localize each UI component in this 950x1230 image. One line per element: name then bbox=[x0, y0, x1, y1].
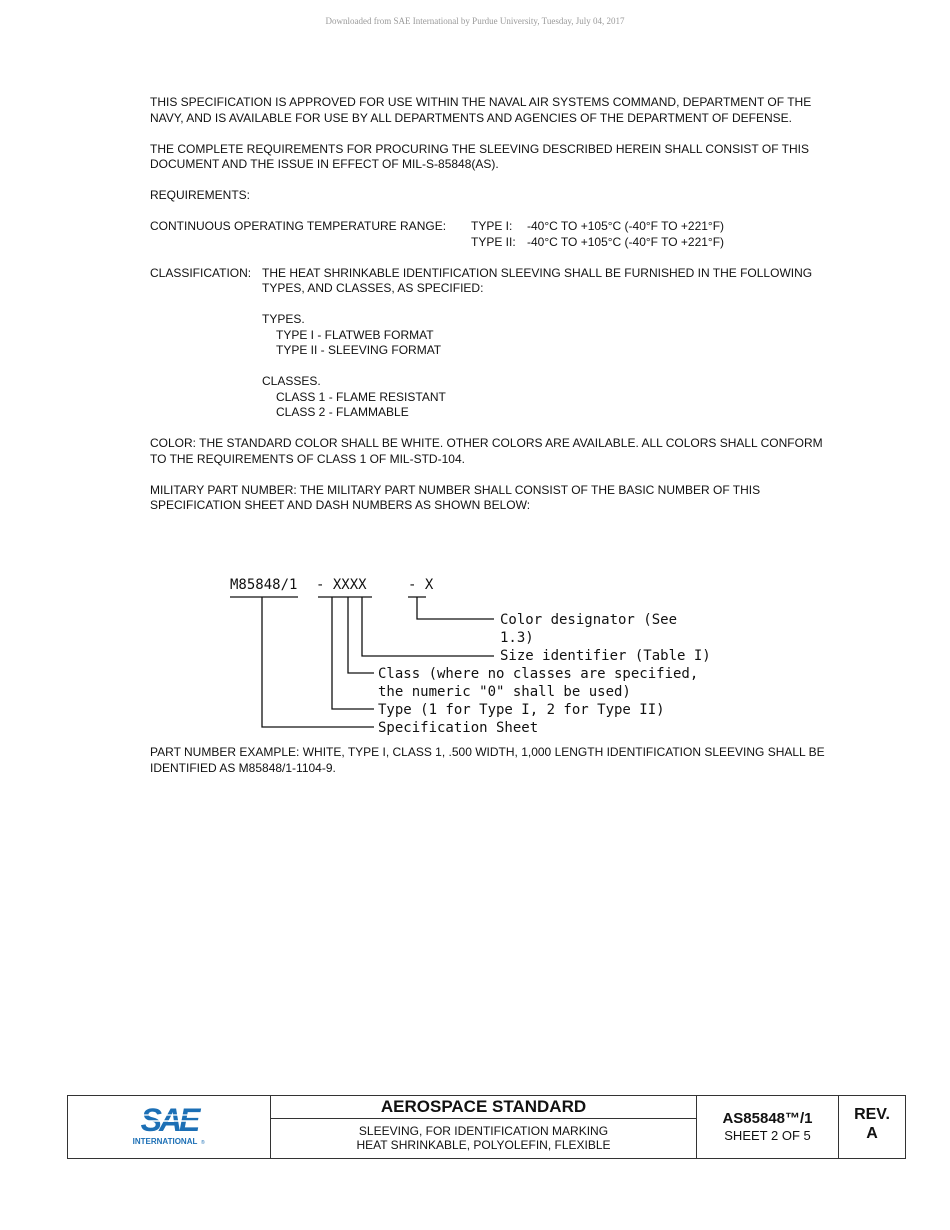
temperature-type: TYPE I: bbox=[471, 219, 513, 233]
callout-color-line1: Color designator (See bbox=[500, 612, 678, 628]
subtitle-line2: HEAT SHRINKABLE, POLYOLEFIN, FLEXIBLE bbox=[356, 1138, 611, 1152]
part-number-diagram bbox=[222, 570, 742, 742]
type-item: TYPE II - SLEEVING FORMAT bbox=[276, 343, 442, 357]
types-heading: TYPES. bbox=[262, 312, 305, 326]
classification-label: CLASSIFICATION: bbox=[150, 265, 252, 280]
temperature-range: -40°C TO +105°C (-40°F TO +221°F) bbox=[527, 219, 725, 233]
title-block bbox=[67, 1095, 906, 1159]
sheet-number: SHEET 2 OF 5 bbox=[724, 1128, 811, 1143]
logo-registered-mark: ® bbox=[201, 1140, 205, 1146]
approval-paragraph: THIS SPECIFICATION IS APPROVED FOR USE WITHIN THE NAVAL AIR SYSTEMS COMMAND, DEPARTMENT OF THE NAVY, AND IS AVAILABLE FOR USE BY ALL DEPARTMENTS AND AGENCIES OF THE DEPARTMENT OF DEFENSE. bbox=[150, 95, 812, 125]
part-number-example: PART NUMBER EXAMPLE: WHITE, TYPE I, CLASS 1, .500 WIDTH, 1,000 LENGTH IDENTIFICATION SLEEVING SHALL BE IDENTIFIED AS M85848/1-1104-9. bbox=[150, 745, 825, 775]
temperature-type: TYPE II: bbox=[471, 234, 516, 249]
document-number: AS85848™/1 bbox=[722, 1110, 813, 1127]
subtitle-line1: SLEEVING, FOR IDENTIFICATION MARKING bbox=[358, 1124, 609, 1138]
temperature-row-1 bbox=[150, 219, 840, 235]
sae-logo-icon bbox=[114, 1101, 224, 1153]
callout-class-line1: Class (where no classes are specified, bbox=[378, 666, 699, 682]
classification-text: THE HEAT SHRINKABLE IDENTIFICATION SLEEVING SHALL BE FURNISHED IN THE FOLLOWING TYPES, AND CLASSES, AS SPECIFIED: bbox=[262, 265, 813, 295]
callout-type: Type (1 for Type I, 2 for Type II) bbox=[378, 702, 665, 718]
diagram-size-code: - XXXX bbox=[316, 577, 367, 593]
sae-logo bbox=[68, 1096, 271, 1158]
type-item: TYPE I - FLATWEB FORMAT bbox=[276, 327, 434, 342]
temperature-label: CONTINUOUS OPERATING TEMPERATURE RANGE: bbox=[150, 219, 447, 233]
document-number-cell bbox=[697, 1096, 839, 1158]
logo-wordmark: SAE bbox=[140, 1102, 198, 1138]
callout-specification-sheet: Specification Sheet bbox=[378, 720, 539, 736]
revision-value: A bbox=[866, 1125, 878, 1142]
class-item: CLASS 2 - FLAMMABLE bbox=[276, 405, 409, 419]
temperature-row-2 bbox=[150, 235, 840, 251]
complete-requirements-paragraph: THE COMPLETE REQUIREMENTS FOR PROCURING THE SLEEVING DESCRIBED HEREIN SHALL CONSIST OF THIS DOCUMENT AND THE ISSUE IN EFFECT OF MIL-S-85848(AS). bbox=[150, 141, 809, 171]
standard-subtitle bbox=[271, 1119, 696, 1158]
color-paragraph: COLOR: THE STANDARD COLOR SHALL BE WHITE. OTHER COLORS ARE AVAILABLE. ALL COLORS SHALL CONFORM TO THE REQUIREMENTS OF CLASS 1 OF MIL-STD-104. bbox=[150, 436, 823, 466]
diagram-color-code: - X bbox=[408, 577, 434, 593]
temperature-section bbox=[150, 219, 840, 250]
diagram-base-number: M85848/1 bbox=[230, 577, 298, 593]
download-watermark: Downloaded from SAE International by Purdue University, Tuesday, July 04, 2017 bbox=[325, 16, 625, 26]
callout-color-line2: 1.3) bbox=[500, 630, 534, 646]
classification-section bbox=[150, 266, 840, 421]
requirements-heading: REQUIREMENTS: bbox=[150, 188, 251, 202]
revision-cell bbox=[839, 1096, 905, 1158]
revision-label: REV. bbox=[854, 1106, 890, 1123]
callout-class-line2: the numeric "0" shall be used) bbox=[378, 684, 631, 700]
part-number-paragraph: MILITARY PART NUMBER: THE MILITARY PART NUMBER SHALL CONSIST OF THE BASIC NUMBER OF THIS SPECIFICATION SHEET AND DASH NUMBERS AS SHOWN BELOW: bbox=[150, 482, 761, 512]
callout-size: Size identifier (Table I) bbox=[500, 648, 711, 664]
document-body bbox=[150, 95, 840, 529]
standard-title: AEROSPACE STANDARD bbox=[271, 1096, 696, 1119]
temperature-range: -40°C TO +105°C (-40°F TO +221°F) bbox=[527, 234, 725, 249]
logo-subtext: INTERNATIONAL bbox=[132, 1137, 198, 1146]
classes-heading: CLASSES. bbox=[262, 374, 321, 388]
class-item: CLASS 1 - FLAME RESISTANT bbox=[276, 389, 446, 404]
